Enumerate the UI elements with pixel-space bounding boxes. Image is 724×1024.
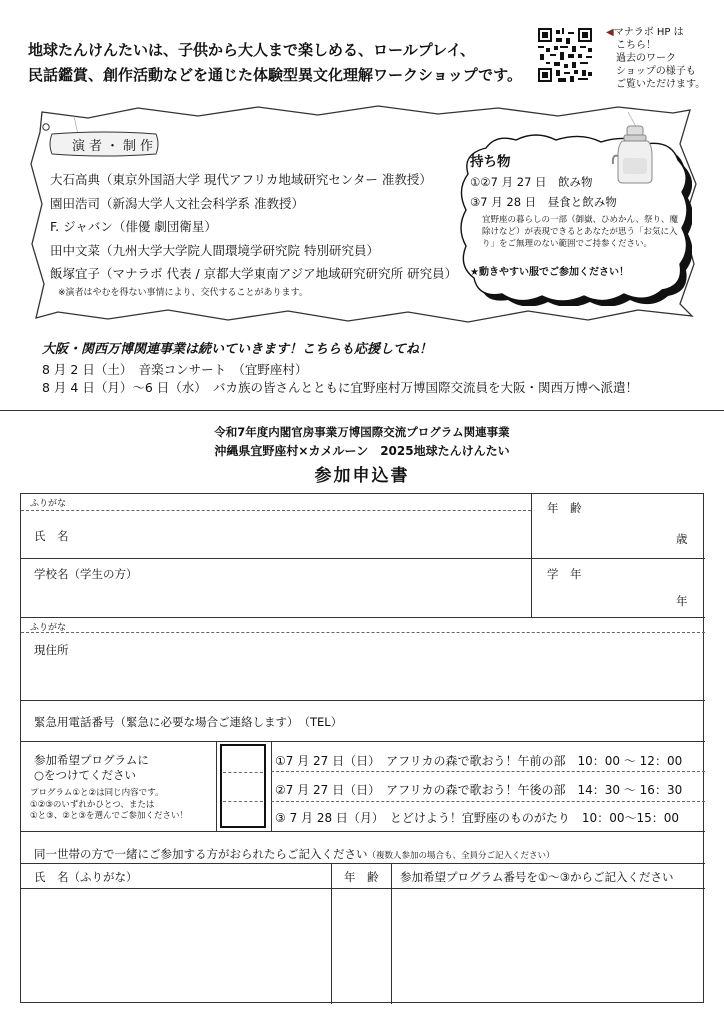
- program-option-2[interactable]: ②7 月 27 日（日） アフリカの森で歌おう！午後の部 14：30 ～ 16：30: [275, 783, 683, 797]
- cast-list: [50, 168, 457, 286]
- program-note-line-2: ①②③のいずれかひとつ、または: [30, 799, 155, 810]
- family-label-row: [34, 843, 555, 862]
- program-label-2: ○をつけてください: [34, 768, 137, 782]
- family-note: （複数人参加の場合も、全員分ご記入ください）: [367, 851, 555, 861]
- form-header-1: 令和7年度内閣官房事業万博国際交流プログラム関連事業: [214, 425, 510, 439]
- qr-note-line-1: マナラボ HP は: [613, 27, 684, 38]
- program-note-line-1: プログラム①と②は同じ内容です。: [30, 788, 164, 798]
- qr-code[interactable]: [538, 28, 592, 82]
- intro-line-2: 民話鑑賞、創作活動などを通じた体験型異文化理解ワークショップです。: [28, 66, 522, 84]
- belongings-items: [470, 174, 617, 210]
- qr-note-line-2: こちら！: [616, 40, 656, 51]
- form-title: 参加申込書: [314, 466, 410, 486]
- cast-member: 大石高典（東京外国語大学 現代アフリカ地域研究センター 准教授）: [50, 172, 432, 187]
- osaka-title: 大阪・関西万博関連事業は続いていきます！こちらも応援してね！: [42, 342, 433, 357]
- intro-line-1: 地球たんけんたいは、子供から大人まで楽しめる、ロールプレイ、: [28, 41, 476, 59]
- name-field[interactable]: [20, 510, 530, 557]
- cast-title: 演者・制作: [72, 139, 158, 154]
- cast-note: ※演者はやむを得ない事情により、交代することがあります。: [58, 288, 308, 298]
- qr-note-line-5: ご覧いただけます。: [616, 79, 706, 90]
- family-label: 同一世帯の方で一緒にご参加する方がおられたらご記入ください: [34, 847, 368, 861]
- left-arrow-icon: ◀: [606, 27, 614, 38]
- cast-member: 田中文菜（九州大学大学院人間環境学研究院 特別研究員）: [50, 242, 379, 258]
- belongings-title: 持ち物: [470, 154, 511, 170]
- col-name-header: 氏 名（ふりがな）: [34, 870, 138, 884]
- belongings-item-1: ①②7 月 27 日 飲み物: [470, 175, 593, 189]
- osaka-line-1: 8 月 2 日（土） 音楽コンサート （宜野座村）: [42, 362, 308, 377]
- furigana-label-2: ふりがな: [30, 623, 67, 633]
- family-program-field[interactable]: [391, 888, 703, 1002]
- belongings-detail: 宜野座の暮らしの一部（御嶽、ひめかん、祭り、魔除けなど）が表現できるとあなたが思う「お気に入り」をご無理のない範囲でご持参ください。: [482, 215, 679, 249]
- program-option-3[interactable]: ③ 7 月 28 日（月） とどけよう！宜野座のものがたり 10：00～15：00: [275, 811, 680, 825]
- school-label: 学校名（学生の方）: [34, 567, 138, 581]
- belongings-star: ★動きやすい服でご参加ください！: [470, 267, 629, 278]
- phone-label: 緊急用電話番号（緊急に必要な場合ご連絡します） （TEL）: [34, 715, 343, 729]
- program-checkbox-column[interactable]: [220, 744, 266, 828]
- furigana-label-1: ふりがな: [30, 499, 67, 509]
- name-label: 氏 名: [34, 529, 69, 543]
- qr-note: [606, 26, 705, 91]
- family-age-field[interactable]: [331, 888, 389, 1002]
- program-note: [30, 788, 188, 823]
- grade-unit: 年: [676, 594, 688, 608]
- family-name-field[interactable]: [21, 888, 329, 1002]
- section-divider: [0, 410, 724, 411]
- address-field[interactable]: [20, 632, 704, 698]
- cast-member: 飯塚宜子（マナラボ 代表 / 京都大学東南アジア地域研究研究所 研究員）: [50, 266, 458, 281]
- cast-member: 園田浩司（新潟大学人文社会科学系 准教授）: [50, 195, 304, 211]
- form-header-2: 沖縄県宜野座村×カメルーン 2025地球たんけんたい: [214, 444, 510, 458]
- qr-note-line-3: 過去のワーク: [616, 53, 676, 64]
- intro-text: [28, 38, 522, 88]
- program-option-1[interactable]: ①7 月 27 日（日） アフリカの森で歌おう！午前の部 10：00 ～ 12：00: [275, 754, 683, 768]
- age-label: 年 齢: [547, 501, 582, 515]
- age-field[interactable]: [531, 494, 703, 557]
- grade-label: 学 年: [547, 567, 582, 581]
- osaka-line-2: 8 月 4 日（月）～6 日（水） バカ族の皆さんとともに宜野座村万博国際交流員を大阪・関西万博へ派遣！: [42, 380, 639, 395]
- qr-note-line-4: ショップの様子も: [616, 66, 696, 77]
- col-age-header: 年 齢: [344, 870, 379, 884]
- cast-member: F. ジャバン（俳優 劇団衛星）: [50, 219, 217, 234]
- program-label-1: 参加希望プログラムに: [34, 753, 149, 767]
- belongings-item-2: ③7 月 28 日 昼食と飲み物: [470, 195, 617, 209]
- bottle-icon: [610, 124, 660, 186]
- program-note-line-3: ①と③、②と③を選んでご参加ください！: [30, 811, 188, 821]
- age-unit: 歳: [676, 532, 688, 546]
- col-program-header: 参加希望プログラム番号を①～③からご記入ください: [400, 870, 674, 884]
- address-label: 現住所: [34, 643, 69, 657]
